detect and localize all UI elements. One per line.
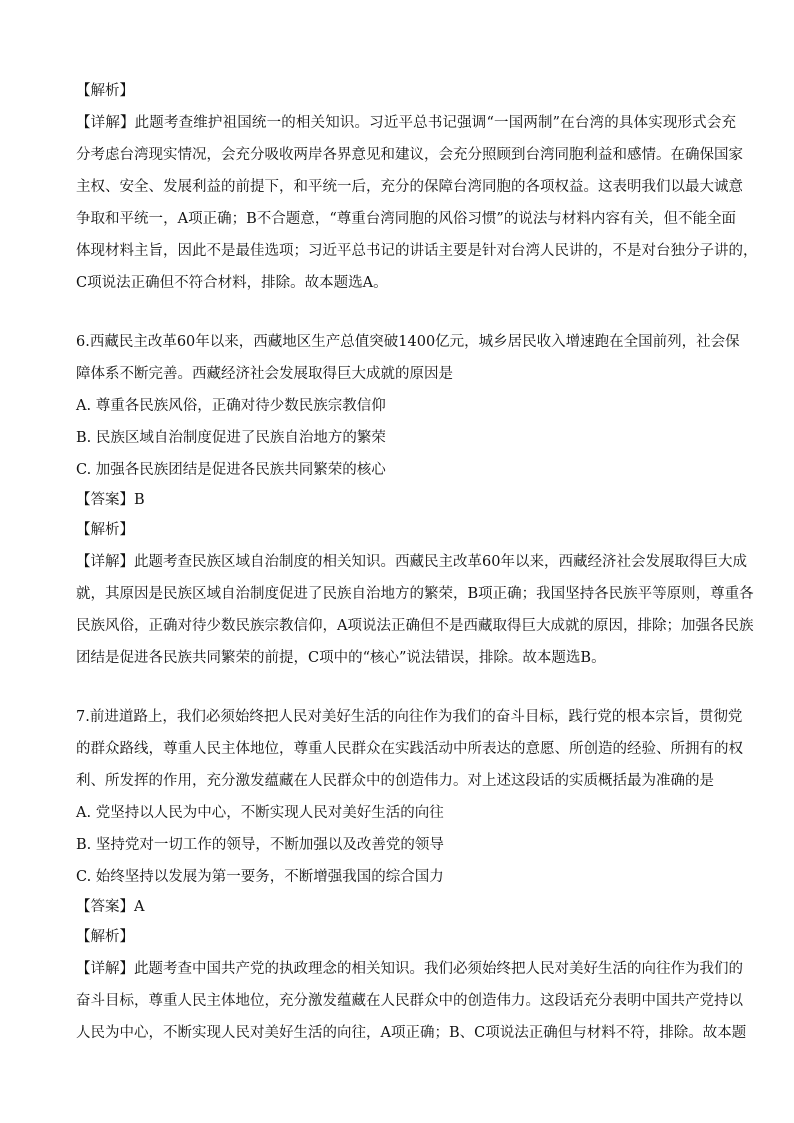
question-stem: 7.前进道路上，我们必须始终把人民对美好生活的向往作为我们的奋斗目标，践行党的根本宗旨，贯彻党	[76, 709, 743, 725]
analysis-label: 【解析】	[76, 929, 134, 945]
detail-line: 分考虑台湾现实情况，会充分吸收两岸各界意见和建议，会充分照顾到台湾同胞利益和感情。在确保国家	[76, 147, 743, 163]
question-stem: 6.西藏民主改革60年以来，西藏地区生产总值突破1400亿元，城乡居民收入增速跑在全国前列，社会保	[76, 334, 740, 350]
option-a: A. 党坚持以人民为中心，不断实现人民对美好生活的向往	[76, 805, 444, 821]
answer: 【答案】B	[76, 492, 145, 508]
detail-line: 主权、安全、发展利益的前提下，和平统一后，充分的保障台湾同胞的各项权益。这表明我们以最大诚意	[76, 179, 743, 195]
detail-line: 【详解】此题考查维护祖国统一的相关知识。习近平总书记强调“一国两制”在台湾的具体实现形式会充	[76, 115, 736, 131]
detail-line: C项说法正确但不符合材料，排除。故本题选A。	[76, 275, 388, 291]
detail-line: 就，其原因是民族区域自治制度促进了民族自治地方的繁荣，B项正确；我国坚持各民族平等原则，尊重各	[76, 586, 754, 602]
detail-line: 团结是促进各民族共同繁荣的前提，C项中的“核心”说法错误，排除。故本题选B。	[76, 650, 606, 666]
question-stem: 障体系不断完善。西藏经济社会发展取得巨大成就的原因是	[76, 366, 453, 382]
option-c: C. 加强各民族团结是促进各民族共同繁荣的核心	[76, 462, 386, 478]
detail-line: 争取和平统一，A项正确；B不合题意，“尊重台湾同胞的风俗习惯”的说法与材料内容有关，但不能全面	[76, 211, 736, 227]
answer: 【答案】A	[76, 899, 145, 915]
detail-line: 【详解】此题考查民族区域自治制度的相关知识。西藏民主改革60年以来，西藏经济社会发展取得巨大成	[76, 554, 747, 570]
option-b: B. 坚持党对一切工作的领导，不断加强以及改善党的领导	[76, 837, 444, 853]
option-b: B. 民族区域自治制度促进了民族自治地方的繁荣	[76, 430, 386, 446]
detail-line: 民族风俗，正确对待少数民族宗教信仰，A项说法正确但不是西藏取得巨大成就的原因，排除；加强各民族	[76, 618, 754, 634]
detail-line: 【详解】此题考查中国共产党的执政理念的相关知识。我们必须始终把人民对美好生活的向往作为我们的	[76, 961, 743, 977]
option-a: A. 尊重各民族风俗，正确对待少数民族宗教信仰	[76, 398, 386, 414]
question-stem: 利、所发挥的作用，充分激发蕴藏在人民群众中的创造伟力。对上述这段话的实质概括最为准确的是	[76, 773, 714, 789]
detail-line: 人民为中心，不断实现人民对美好生活的向往，A项正确；B、C项说法正确但与材料不符，排除。故本题	[76, 1025, 747, 1041]
question-stem: 的群众路线，尊重人民主体地位，尊重人民群众在实践活动中所表达的意愿、所创造的经验、所拥有的权	[76, 741, 743, 757]
detail-line: 体现材料主旨，因此不是最佳选项；习近平总书记的讲话主要是针对台湾人民讲的，不是对台独分子讲的，	[76, 243, 758, 259]
analysis-label: 【解析】	[76, 522, 134, 538]
analysis-label: 【解析】	[76, 83, 134, 99]
option-c: C. 始终坚持以发展为第一要务，不断增强我国的综合国力	[76, 869, 444, 885]
detail-line: 奋斗目标，尊重人民主体地位，充分激发蕴藏在人民群众中的创造伟力。这段话充分表明中国共产党持以	[76, 993, 743, 1009]
